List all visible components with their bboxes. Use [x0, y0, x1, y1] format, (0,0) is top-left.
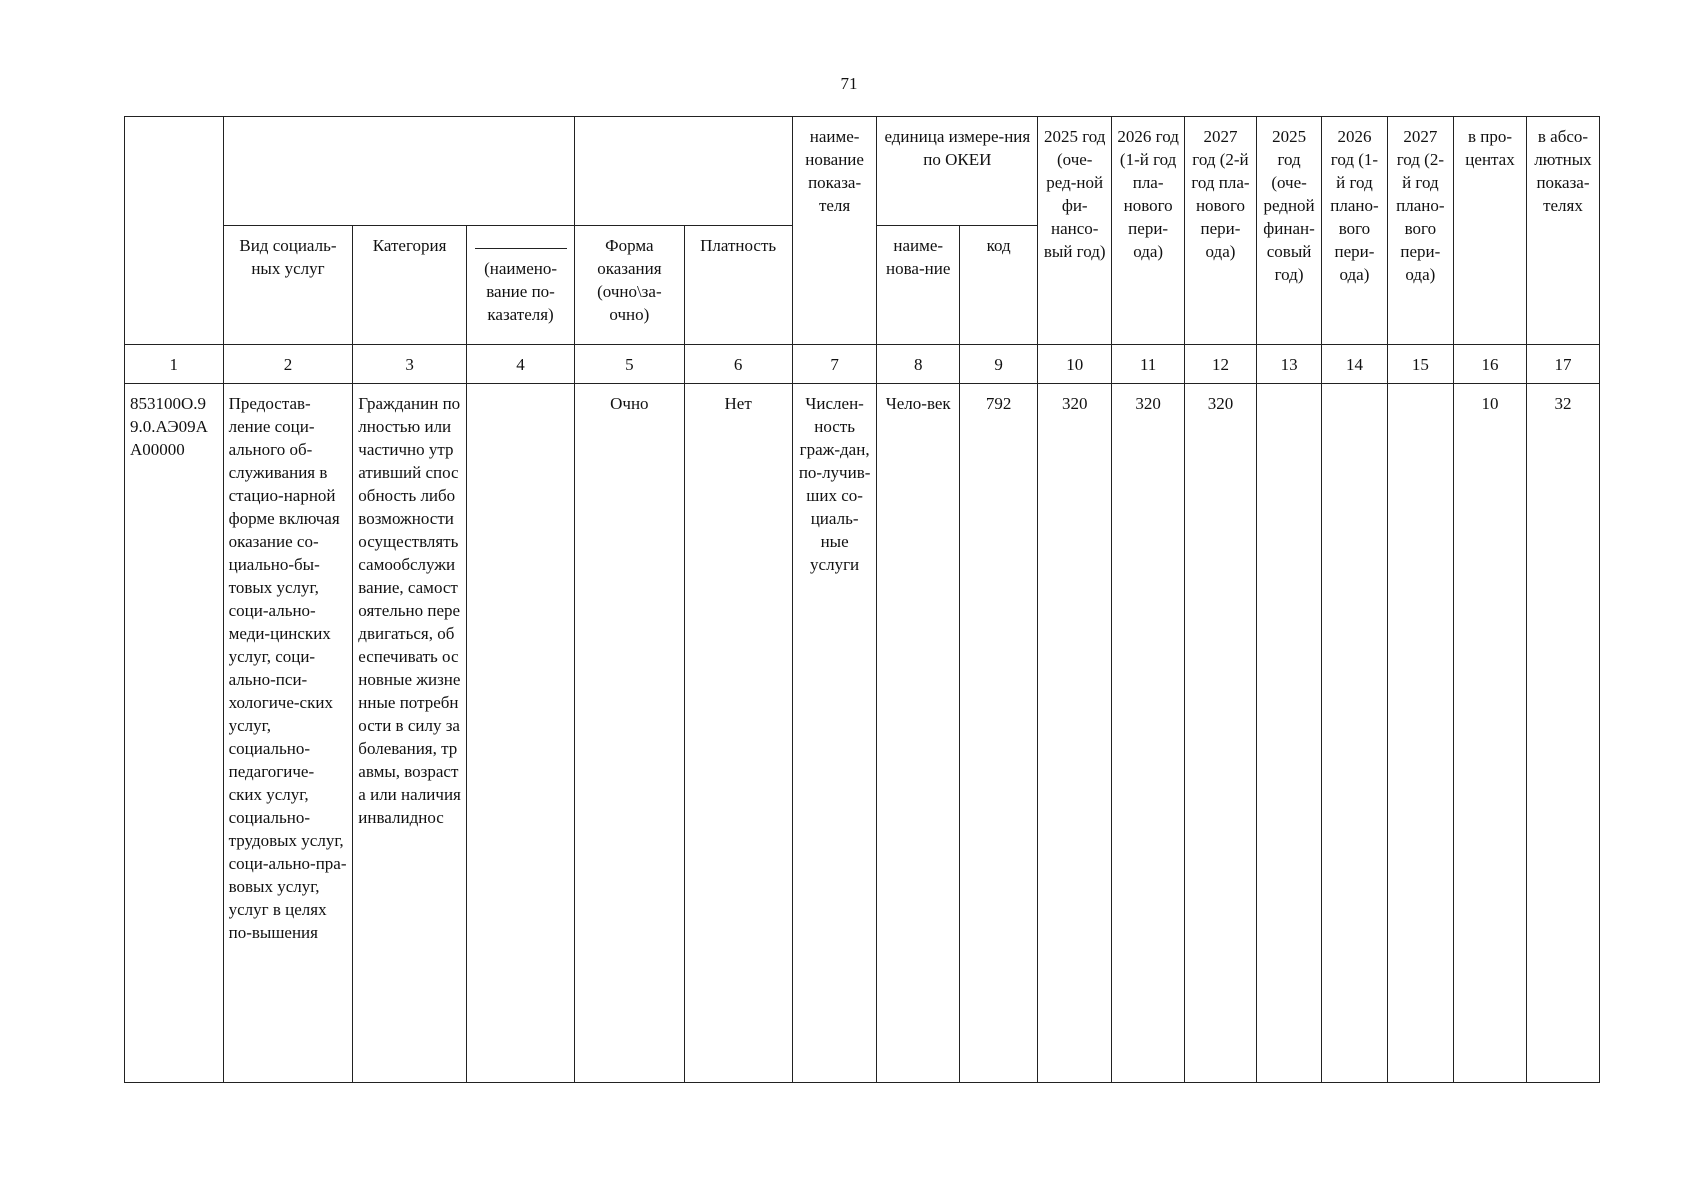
header-unit-name: наиме-нова-ние [877, 226, 960, 345]
service-code: 853100О.99.0.АЭ09АА00000 [125, 384, 224, 1083]
col-num: 6 [684, 345, 792, 384]
blank-line [475, 236, 567, 249]
header-2026-a: 2026 год (1-й год пла-нового пери-ода) [1112, 117, 1185, 345]
service-type-text: Предостав-ление соци-ального об-служивания в стацио-нарной форме включая оказание со-циально-бы-товых услуг, соци-ально-меди-цинских услуг, соци-ально-пси-хологиче-ских услуг, социально-педагогиче-ских услуг, социально-трудовых услуг, соци-ально-пра-вовых услуг, услуг в целях по-вышения [223, 384, 353, 1083]
unit-name-value: Чело-век [877, 384, 960, 1083]
header-unit-code: код [959, 226, 1037, 345]
header-2025-b: 2025 год (оче-редной финан-совый год) [1256, 117, 1321, 345]
col-num: 13 [1256, 345, 1321, 384]
header-group-conditions [575, 117, 793, 226]
value-2026-b [1322, 384, 1387, 1083]
header-2027-b: 2027 год (2-й год плано-вого пери-ода) [1387, 117, 1453, 345]
header-percent: в про-центах [1454, 117, 1527, 345]
col-num: 17 [1526, 345, 1599, 384]
value-2025: 320 [1038, 384, 1112, 1083]
header-indicator-label: (наимено-вание по-казателя) [484, 259, 558, 324]
value-2027: 320 [1185, 384, 1257, 1083]
header-unit: единица измере-ния по ОКЕИ [877, 117, 1038, 226]
indicator-empty [466, 384, 574, 1083]
col-num: 5 [575, 345, 684, 384]
header-2026-b: 2026 год (1-й год плано-вого пери-ода) [1322, 117, 1387, 345]
indicator-name-value: Числен-ность граж-дан, по-лучив-ших со-циаль-ные услуги [792, 384, 877, 1083]
form-value: Очно [575, 384, 684, 1083]
header-form: Форма оказания (очно\за-очно) [575, 226, 684, 345]
col-num: 10 [1038, 345, 1112, 384]
column-number-row [125, 345, 1600, 384]
header-indicator-name: наиме-нование показа-теля [792, 117, 877, 345]
header-absolute: в абсо-лютных показа-телях [1526, 117, 1599, 345]
unit-code-value: 792 [959, 384, 1037, 1083]
col-num: 3 [353, 345, 467, 384]
col-num: 14 [1322, 345, 1387, 384]
header-cell-1 [125, 117, 224, 345]
header-service-type: Вид социаль-ных услуг [223, 226, 353, 345]
category-text: Гражданин полностью или частично утративший способность либо возможности осуществлять самообслуживание, самостоятельно передвигаться, обеспечивать основные жизненные потребности в силу заболевания, травмы, возраста или наличия инвалиднос [353, 384, 467, 1083]
value-2027-b [1387, 384, 1453, 1083]
col-num: 2 [223, 345, 353, 384]
col-num: 12 [1185, 345, 1257, 384]
deviation-percent: 10 [1454, 384, 1527, 1083]
col-num: 11 [1112, 345, 1185, 384]
payment-value: Нет [684, 384, 792, 1083]
col-num: 7 [792, 345, 877, 384]
deviation-absolute: 32 [1526, 384, 1599, 1083]
header-category: Категория [353, 226, 467, 345]
table-row [125, 384, 1600, 1083]
header-2027-a: 2027 год (2-й год пла-нового пери-ода) [1185, 117, 1257, 345]
value-2026: 320 [1112, 384, 1185, 1083]
header-2025-a: 2025 год (оче-ред-ной фи-нансо-вый год) [1038, 117, 1112, 345]
service-table [124, 116, 1600, 1083]
col-num: 8 [877, 345, 960, 384]
header-row-top [125, 117, 1600, 226]
page-number: 71 [840, 74, 858, 93]
col-num: 4 [466, 345, 574, 384]
col-num: 1 [125, 345, 224, 384]
col-num: 15 [1387, 345, 1453, 384]
header-payment: Платность [684, 226, 792, 345]
header-group-content [223, 117, 575, 226]
value-2025-b [1256, 384, 1321, 1083]
col-num: 16 [1454, 345, 1527, 384]
header-indicator-blank [466, 226, 574, 345]
col-num: 9 [959, 345, 1037, 384]
